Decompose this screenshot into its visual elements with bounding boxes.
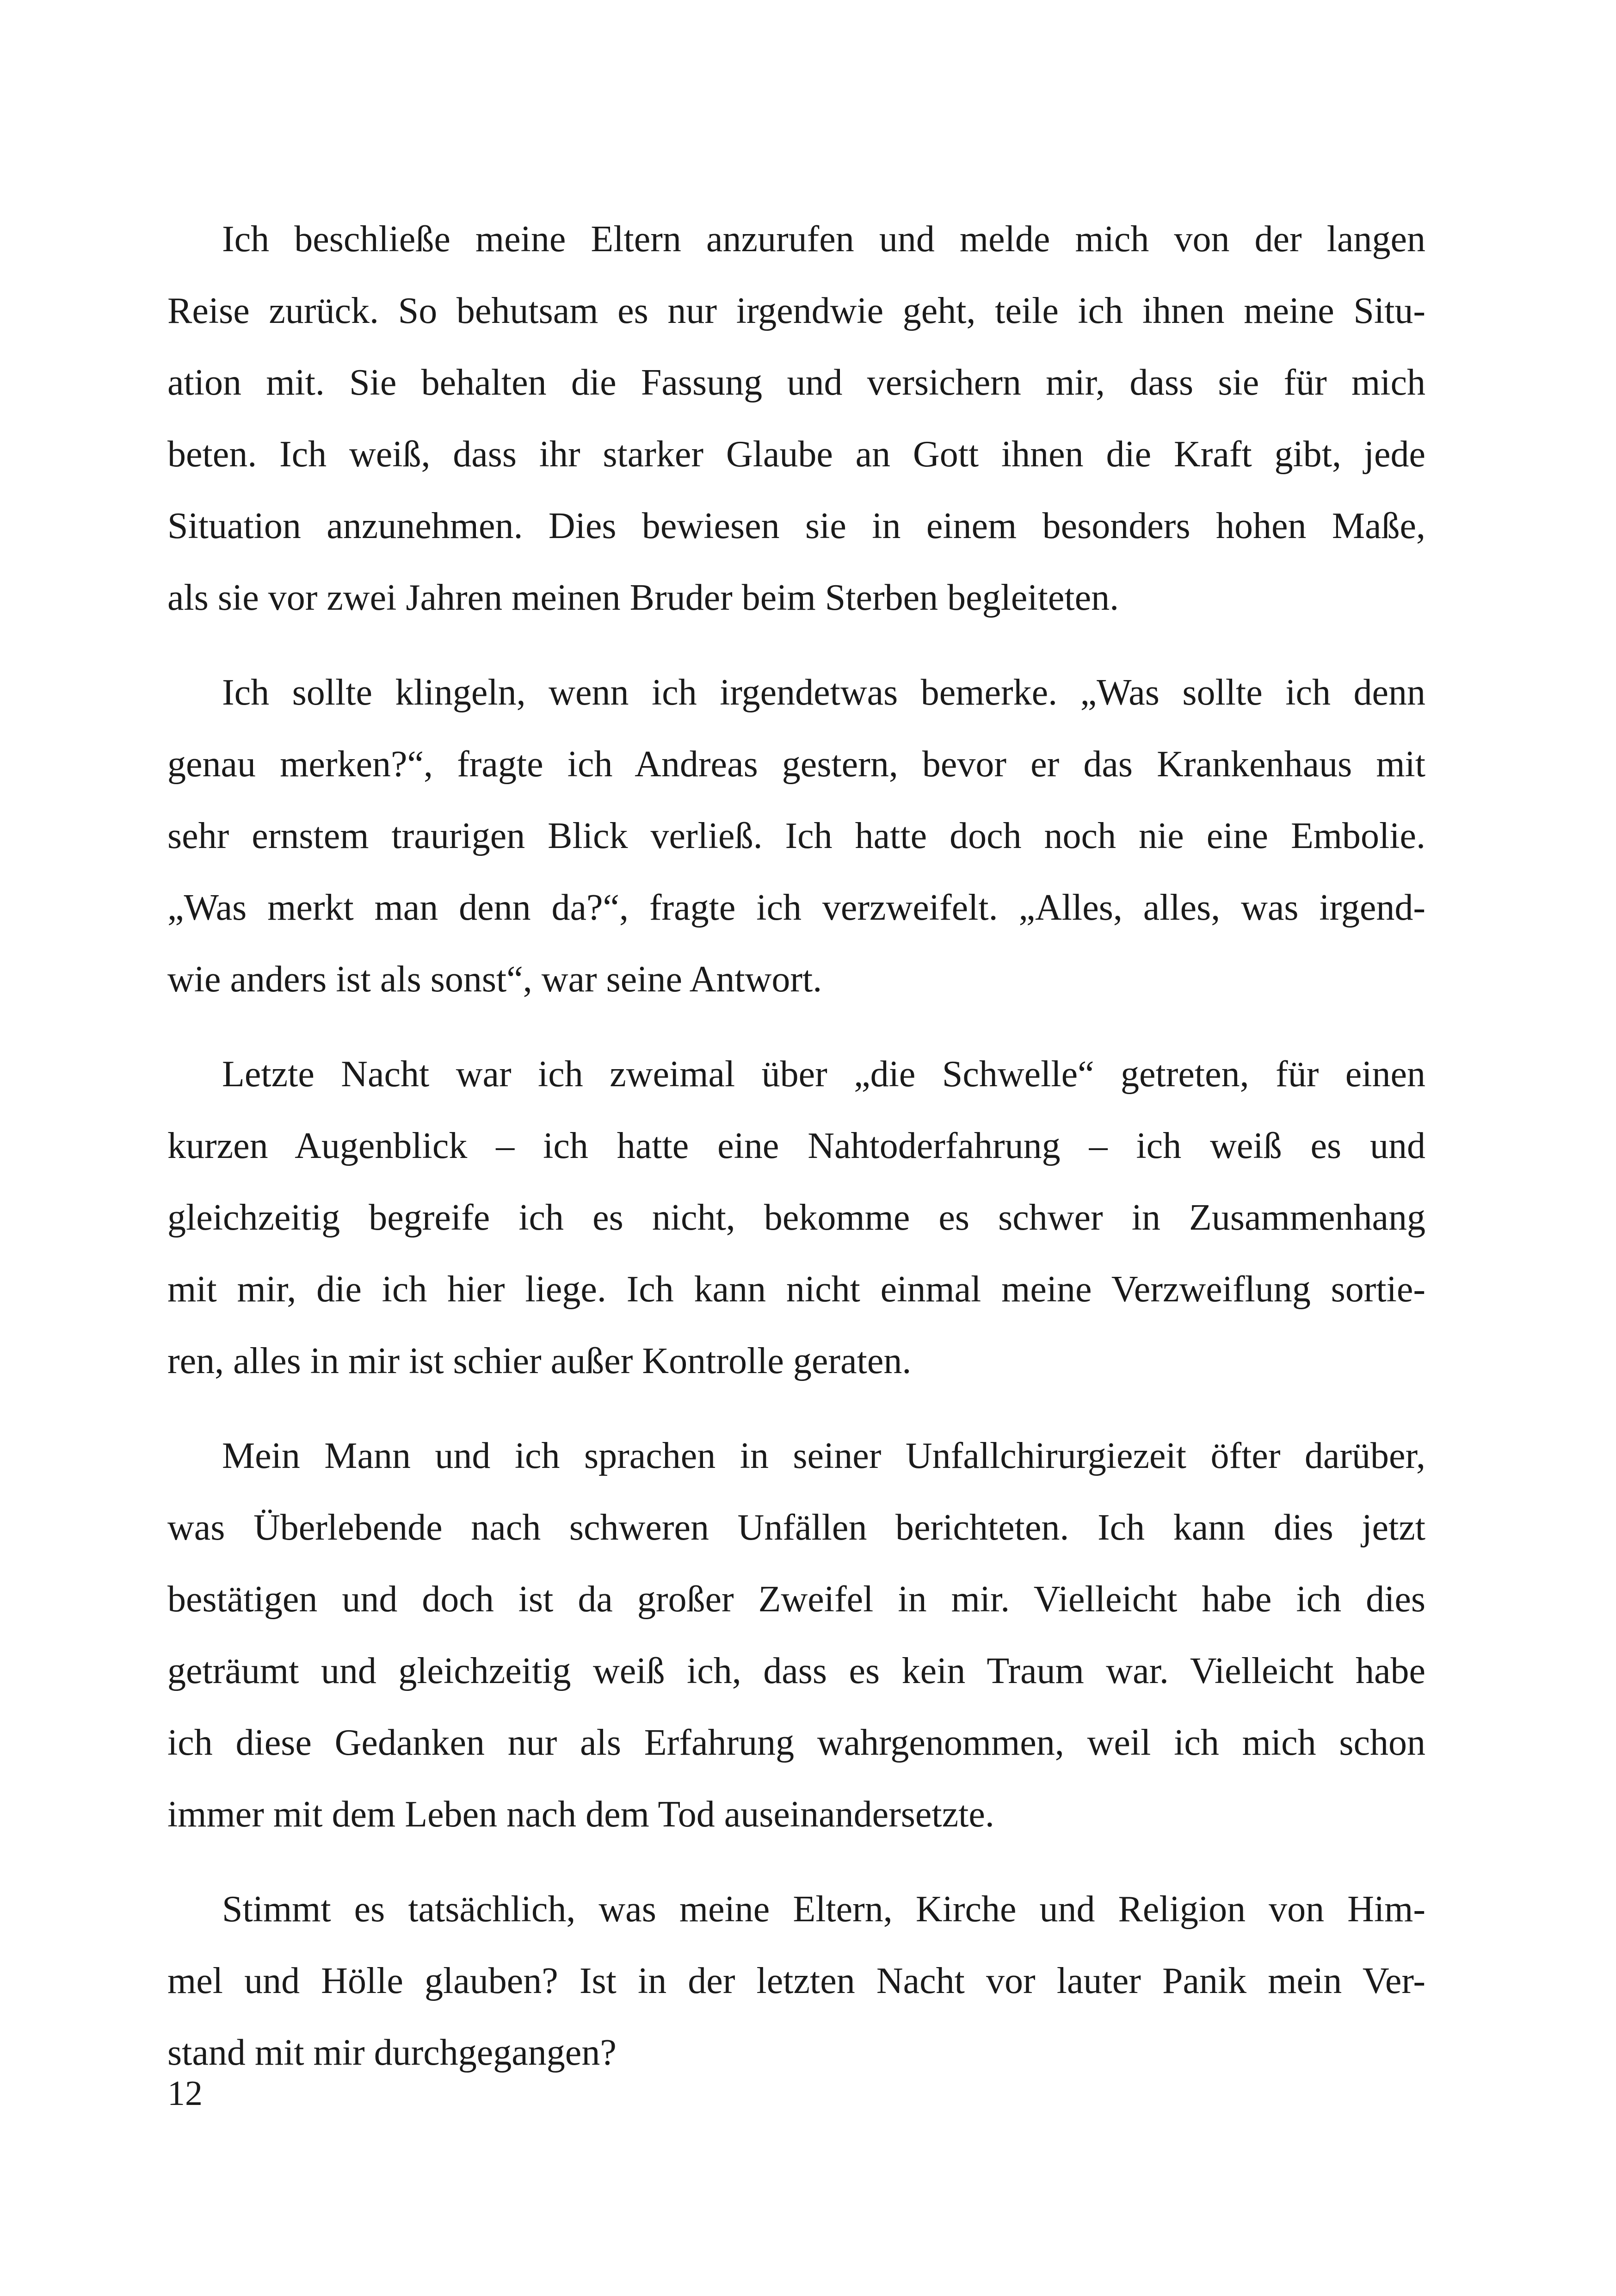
text-line: immer mit dem Leben nach dem Tod auseinandersetzte.	[167, 1794, 994, 1835]
text-line: genau merken?“, fragte ich Andreas gestern, bevor er das Krankenhaus mit	[167, 744, 1425, 785]
text-line: ich diese Gedanken nur als Erfahrung wahrgenommen, weil ich mich schon	[167, 1722, 1425, 1763]
text-line: Ich sollte klingeln, wenn ich irgendetwas bemerke. „Was sollte ich denn	[222, 672, 1425, 713]
text-line: mit mir, die ich hier liege. Ich kann nicht einmal meine Verzweiflung sortie-	[167, 1269, 1425, 1310]
text-line: mel und Hölle glauben? Ist in der letzten Nacht vor lauter Panik mein Ver-	[167, 1961, 1425, 2001]
paragraph	[167, 1874, 1425, 2089]
text-line: stand mit mir durchgegangen?	[167, 2032, 617, 2073]
text-line: beten. Ich weiß, dass ihr starker Glaube an Gott ihnen die Kraft gibt, jede	[167, 434, 1425, 475]
body-text	[167, 204, 1425, 2112]
text-line: Reise zurück. So behutsam es nur irgendwie geht, teile ich ihnen meine Situ-	[167, 291, 1425, 331]
paragraph	[167, 657, 1425, 1015]
page-number: 12	[167, 2074, 203, 2113]
text-line: kurzen Augenblick – ich hatte eine Nahtoderfahrung – ich weiß es und	[167, 1126, 1425, 1166]
text-line: was Überlebende nach schweren Unfällen berichteten. Ich kann dies jetzt	[167, 1507, 1425, 1548]
text-line: Letzte Nacht war ich zweimal über „die Schwelle“ getreten, für einen	[222, 1054, 1425, 1095]
text-line: Ich beschließe meine Eltern anzurufen und melde mich von der langen	[222, 219, 1425, 260]
text-line: ation mit. Sie behalten die Fassung und versichern mir, dass sie für mich	[167, 362, 1425, 403]
paragraph	[167, 204, 1425, 634]
text-line: Mein Mann und ich sprachen in seiner Unfallchirurgiezeit öfter darüber,	[222, 1436, 1425, 1476]
text-line: als sie vor zwei Jahren meinen Bruder beim Sterben begleiteten.	[167, 577, 1119, 618]
text-line: sehr ernstem traurigen Blick verließ. Ich hatte doch noch nie eine Embolie.	[167, 816, 1425, 856]
text-line: geträumt und gleichzeitig weiß ich, dass es kein Traum war. Vielleicht habe	[167, 1651, 1425, 1691]
text-line: gleichzeitig begreife ich es nicht, bekomme es schwer in Zusammenhang	[167, 1197, 1425, 1238]
text-line: Situation anzunehmen. Dies bewiesen sie in einem besonders hohen Maße,	[167, 506, 1425, 546]
paragraph	[167, 1039, 1425, 1397]
text-line: „Was merkt man denn da?“, fragte ich verzweifelt. „Alles, alles, was irgend-	[167, 887, 1425, 928]
text-line: bestätigen und doch ist da großer Zweifel in mir. Vielleicht habe ich dies	[167, 1579, 1425, 1620]
text-line: Stimmt es tatsächlich, was meine Eltern, Kirche und Religion von Him-	[222, 1889, 1425, 1930]
paragraph	[167, 1420, 1425, 1850]
text-line: ren, alles in mir ist schier außer Kontrolle geraten.	[167, 1341, 912, 1381]
text-line: wie anders ist als sonst“, war seine Antwort.	[167, 959, 822, 1000]
